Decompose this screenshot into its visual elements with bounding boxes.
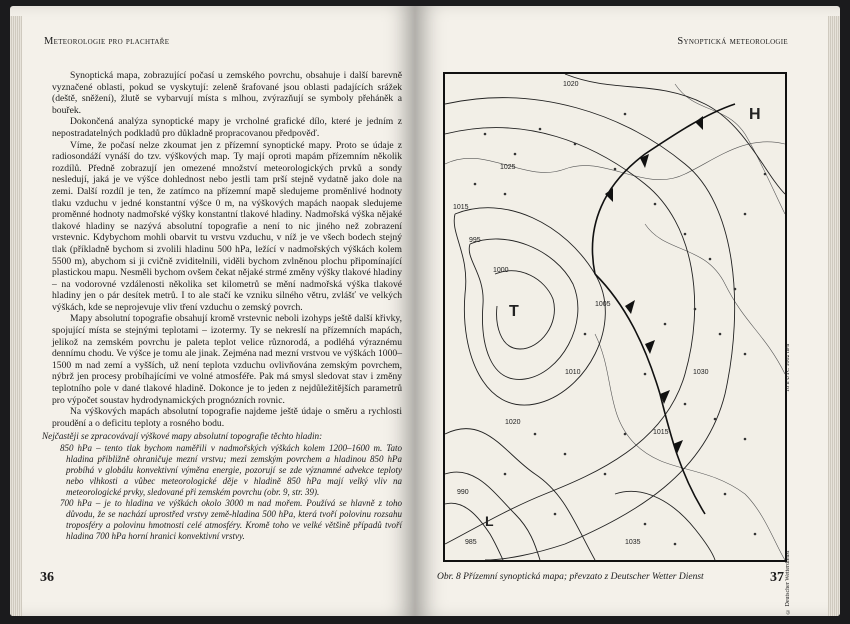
- paragraph-5: Na výškových mapách absolutní topografie najdeme ještě údaje o směru a rychlosti proudění a o deficitu teploty a rosného bodu.: [52, 406, 402, 429]
- isobar-label: 1010: [565, 369, 581, 376]
- isobar-label: 1035: [625, 539, 641, 546]
- left-page: [10, 6, 415, 616]
- isobar-label: 995: [469, 237, 481, 244]
- map-copyright-note: © Deutscher Wetterdienst: [785, 550, 791, 614]
- figure-caption: Obr. 8 Přízemní synoptická mapa; převzato z Deutscher Wetter Dienst: [437, 572, 704, 582]
- synoptic-map-drawing: [445, 74, 785, 560]
- isobar-label: 1015: [653, 429, 669, 436]
- paragraph-2: Dokončená analýza synoptické mapy je vrcholné grafické dílo, které je jedním z nepostradatelných podkladů pro důkladně propracovanou předpověď.: [52, 116, 402, 139]
- map-time-note: 18 h UTC 1002 hPa: [785, 344, 791, 392]
- isobar-label: 1025: [500, 164, 516, 171]
- right-page-number: 37: [770, 570, 784, 585]
- isobar-label: 1020: [563, 81, 579, 88]
- low-pressure-marker: T: [509, 303, 519, 320]
- isobar-label: 1005: [595, 301, 611, 308]
- right-running-head: Synoptická meteorologie: [677, 36, 788, 47]
- list-intro: Nejčastěji se zpracovávají výškové mapy absolutní topografie těchto hladin:: [42, 431, 323, 442]
- isobar-label: 985: [465, 539, 477, 546]
- list-item-850: 850 hPa – tento tlak bychom naměřili v nadmořských výškách kolem 1200–1600 m. Tato hladina přibližně ohraničuje mezní vrstvu; mezi zemským povrchem a hladinou 850 hPa probíhá v globálu konvektivní výměna energie, pozorují se zde významné advekce teploty nebo vlhkosti a vůbec meteorologické děje v hladině 850 hPa mají velký vliv na meteorologické prvky, sledované při zemském povrchu (obr. 9, str. 39).: [60, 443, 402, 497]
- page-edge-left: [10, 16, 22, 616]
- low-pressure-marker-2: L: [485, 513, 494, 529]
- isobar-label: 1030: [693, 369, 709, 376]
- right-page: [415, 6, 840, 616]
- paragraph-4: Mapy absolutní topografie obsahují kromě vrstevnic neboli izohyps ještě další křivky, spojující místa se stejnými teplotami – izotermy. Ty se nekreslí na přízemních mapách, jelikož na zemském povrchu je paleta teplot velice různorodá, a podléhá výraznému dennímu chodu. Ve výšce je tomu ale jinak. Zejména nad mezní vrstvou ve výškách 1000–1500 m nad zemí a vyšších, už není teplota vzduchu ovlivňována zemským povrchem, nýbrž jen procesy probíhajícími ve volné atmosféře. Pak má smysl sledovat stav i změny teplotního pole v dané tlakové hladině. Dokonce je to jeden z nejdůležitějších parametrů pro výpočet soustav hydrodynamických prognózních rovnic.: [52, 313, 402, 406]
- left-page-number: 36: [40, 570, 54, 585]
- high-pressure-marker: H: [749, 106, 761, 123]
- page-edge-right: [828, 16, 840, 616]
- isobar-label: 1020: [505, 419, 521, 426]
- paragraph-1: Synoptická mapa, zobrazující počasí u zemského povrchu, obsahuje i další barevně vyznačené oblasti, pokud se vyskytují: zeleně šrafované jsou oblasti padajících srážek (deště, sněžení), žlutě se vybarvují místa s mlhou, zvýrazňují se symboly přeháněk a bouřek.: [52, 70, 402, 116]
- isobar-label: 990: [457, 489, 469, 496]
- left-body-text: [42, 70, 402, 542]
- isobar-label: 1015: [453, 204, 469, 211]
- list-item-700: 700 hPa – je to hladina ve výškách okolo 3000 m nad mořem. Používá se hlavně z toho důvodu, že se nachází uprostřed vrstvy země-hladina 500 hPa, která tvoří polovinu rozsahu troposféry a polovinu hmotnosti celé atmosféry. Kromě toho ve velké většině případů tvoří hladina 700 hPa horní hranici konvektivní vrstvy.: [60, 498, 402, 541]
- paragraph-3: Víme, že počasí nelze zkoumat jen z přízemní synoptické mapy. Proto se údaje z radiosondáží vynáší do tzv. výškových map. Ty mají oproti mapám přízemním několik rozdílů. Předně zobrazují jen omezené množství meteorologických prvků a sondy nesledují, jaká je ve výšce dohlednost nebo jestli tam prší stejně vydatně jako dole na zemi. Další rozdíl je ten, že zatímco na přízemní mapě sledujeme proměnlivé hodnoty tlaku vzduchu v jedné konstantní výšce 0 m, na výškových mapách naopak sledujeme proměnné hodnoty nadmořské výšky konstantní tlakové hladiny. Nadmořská výška nějaké tlakové hladiny se nazývá absolutní topografie a není to nic jiného než zobrazení vrstevnic. Kdybychom mohli obarvit tu vrstvu vzduchu, v níž je ve všech bodech stejný tlak (příkladně bychom si zvolili hladinu 500 hPa, ležící v nadmořských výškách kolem 5500 m), abychom si ji cvičně zviditelnili, viděli bychom zvlněnou plochu připomínající plastickou mapu. Nesměli bychom ovšem čekat nějaké strmé změny výšky tlakové hladiny – na vodorovné vzdálenosti několika set kilometrů se mění nadmořská výška tlakové hladiny jen o pár desítek metrů. I to ale stačí ke vzniku silného větru, zvlášť ve velkých výškách, kde se neprojevuje vliv tření vzduchu o zemský povrch.: [52, 139, 402, 313]
- left-running-head: Meteorologie pro plachtaře: [44, 36, 170, 47]
- isobar-label: 1000: [493, 267, 509, 274]
